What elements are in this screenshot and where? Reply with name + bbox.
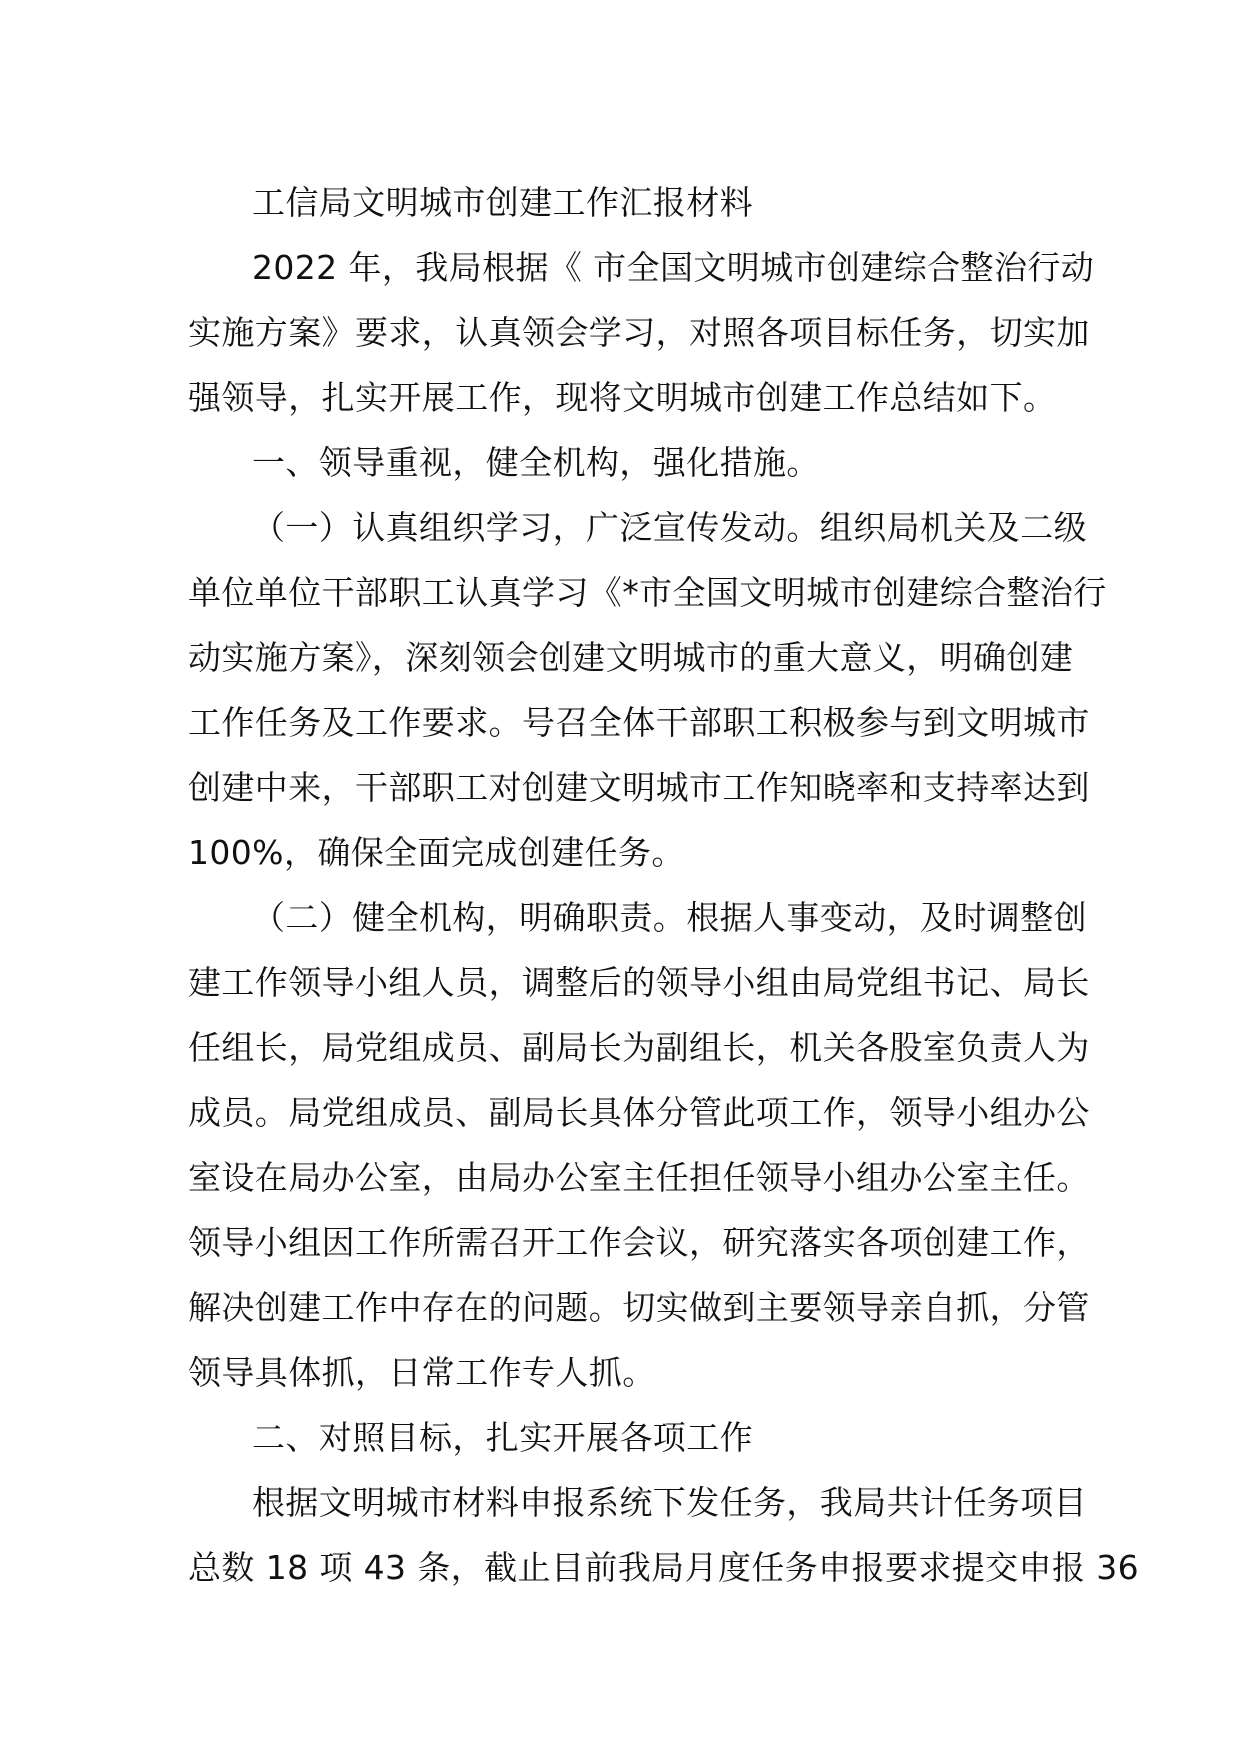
paragraph-line: 室设在局办公室，由局办公室主任担任领导小组办公室主任。 xyxy=(188,1158,1090,1197)
paragraph-line: 动实施方案》，深刻领会创建文明城市的重大意义，明确创建 xyxy=(188,638,1074,677)
paragraph-line: 实施方案》要求，认真领会学习，对照各项目标任务，切实加 xyxy=(188,313,1090,352)
paragraph-line: 创建中来，干部职工对创建文明城市工作知晓率和支持率达到 xyxy=(188,768,1090,807)
paragraph-line: （一）认真组织学习，广泛宣传发动。组织局机关及二级 xyxy=(252,508,1087,547)
paragraph-intro xyxy=(188,235,1095,430)
paragraph-line: 领导具体抓，日常工作专人抓。 xyxy=(188,1353,656,1392)
paragraph-line: 建工作领导小组人员，调整后的领导小组由局党组书记、局长 xyxy=(188,963,1090,1002)
paragraph-line: 成员。局党组成员、副局长具体分管此项工作，领导小组办公 xyxy=(188,1093,1090,1132)
paragraph-line: 强领导，扎实开展工作，现将文明城市创建工作总结如下。 xyxy=(188,378,1057,417)
document-title xyxy=(188,170,1054,235)
section-heading-1 xyxy=(188,430,1054,495)
title-line: 工信局文明城市创建工作汇报材料 xyxy=(252,183,753,222)
paragraph-study xyxy=(188,495,1107,885)
paragraph-line: 领导小组因工作所需召开工作会议，研究落实各项创建工作， xyxy=(188,1223,1090,1262)
paragraph-line: 单位单位干部职工认真学习《*市全国文明城市创建综合整治行 xyxy=(188,573,1107,612)
paragraph-line: （二）健全机构，明确职责。根据人事变动，及时调整创 xyxy=(252,898,1087,937)
document-body xyxy=(188,170,1140,1600)
paragraph-line: 任组长，局党组成员、副局长为副组长，机关各股室负责人为 xyxy=(188,1028,1090,1067)
paragraph-tasks xyxy=(188,1470,1140,1600)
heading-line: 一、领导重视，健全机构，强化措施。 xyxy=(252,443,820,482)
paragraph-line: 解决创建工作中存在的问题。切实做到主要领导亲自抓，分管 xyxy=(188,1288,1090,1327)
paragraph-line: 总数 18 项 43 条，截止目前我局月度任务申报要求提交申报 36 xyxy=(188,1548,1140,1587)
heading-line: 二、对照目标，扎实开展各项工作 xyxy=(252,1418,753,1457)
paragraph-line: 100%，确保全面完成创建任务。 xyxy=(188,833,685,872)
paragraph-line: 2022 年，我局根据《 市全国文明城市创建综合整治行动 xyxy=(252,248,1095,287)
paragraph-line: 根据文明城市材料申报系统下发任务，我局共计任务项目 xyxy=(252,1483,1087,1522)
paragraph-organization xyxy=(188,885,1090,1405)
section-heading-2 xyxy=(188,1405,1054,1470)
paragraph-line: 工作任务及工作要求。号召全体干部职工积极参与到文明城市 xyxy=(188,703,1090,742)
